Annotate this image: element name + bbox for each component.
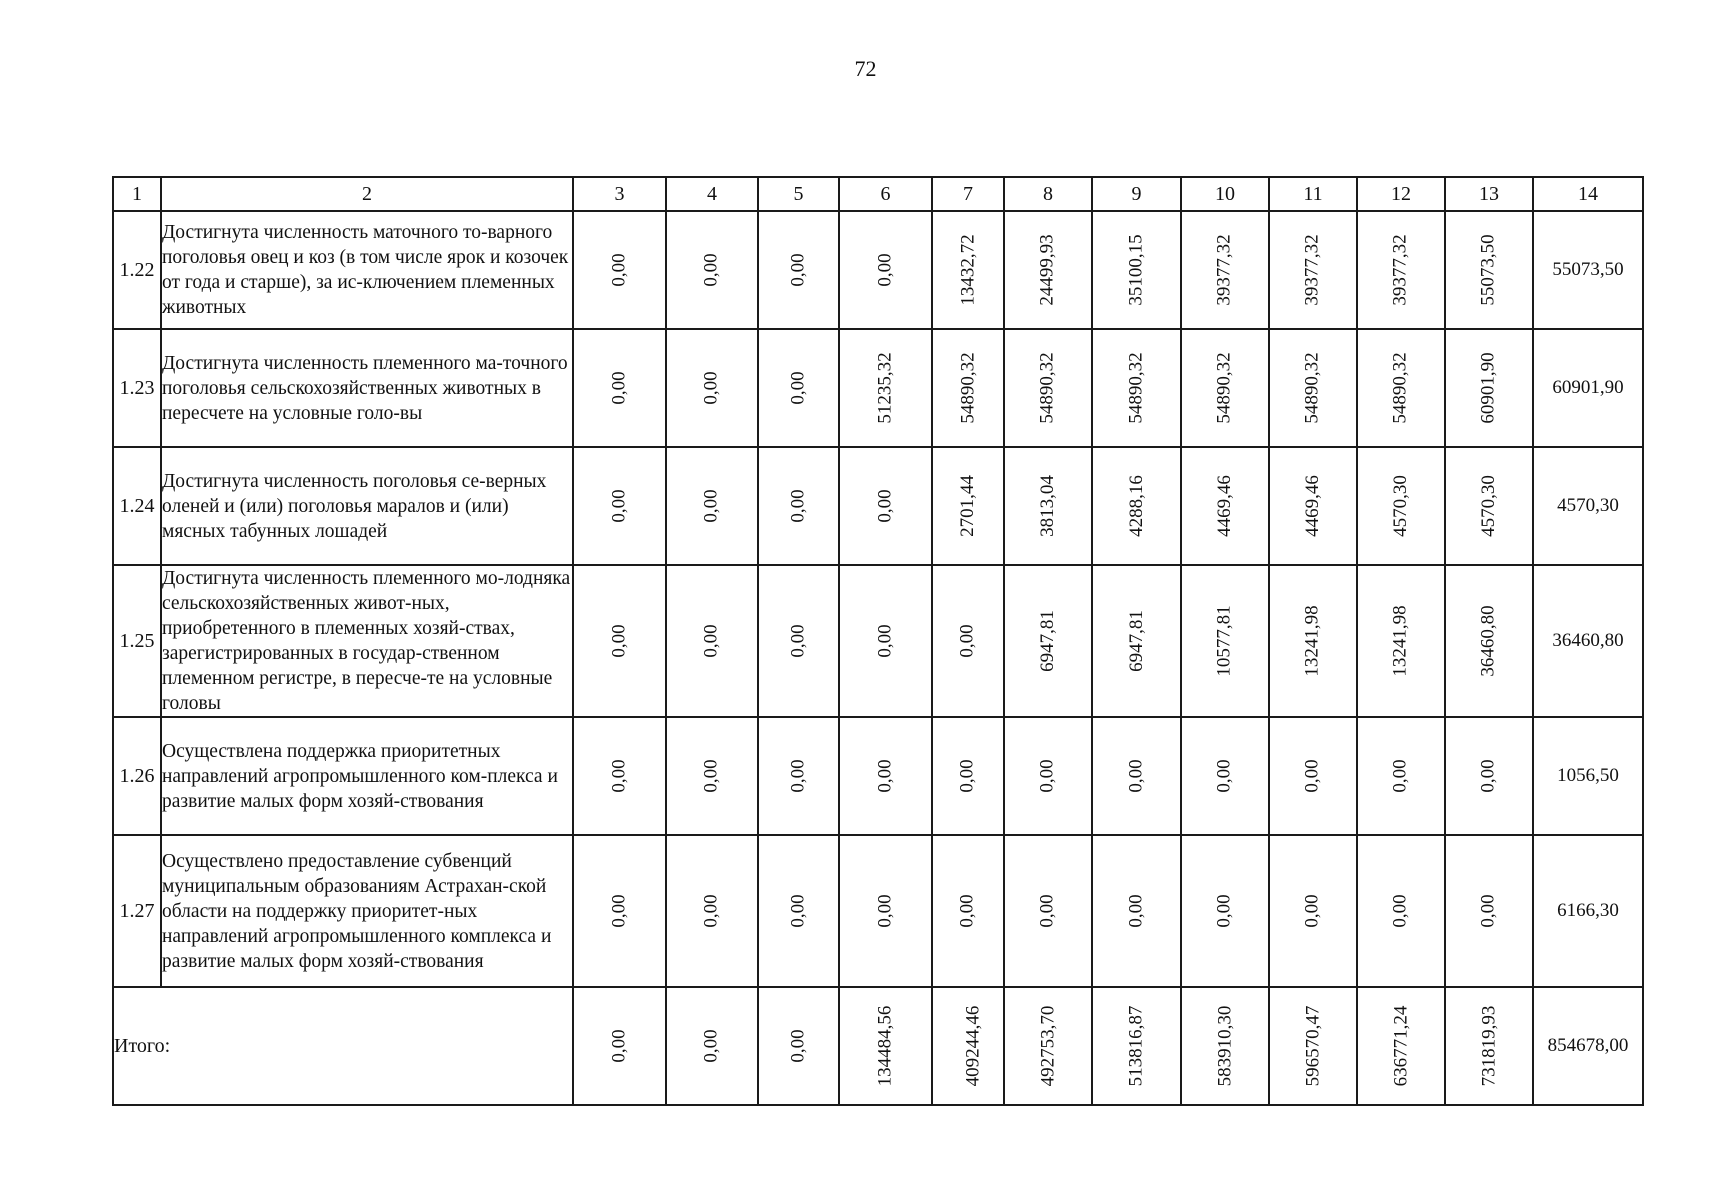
value-cell bbox=[932, 987, 1004, 1105]
value-text: 0,00 bbox=[1125, 759, 1147, 793]
data-table bbox=[112, 176, 1644, 1106]
total-cell: 1056,50 bbox=[1533, 717, 1643, 835]
value-cell bbox=[1181, 329, 1269, 447]
column-header: 13 bbox=[1445, 177, 1533, 211]
value-cell bbox=[1092, 987, 1181, 1105]
column-header: 11 bbox=[1269, 177, 1357, 211]
value-text: 0,00 bbox=[1302, 894, 1323, 928]
value-cell bbox=[758, 717, 839, 835]
value-text: 4469,46 bbox=[1302, 475, 1323, 537]
value-text: 0,00 bbox=[701, 371, 722, 405]
value-cell bbox=[1181, 717, 1269, 835]
value-cell bbox=[932, 329, 1004, 447]
value-cell bbox=[666, 447, 758, 565]
column-header: 2 bbox=[161, 177, 573, 211]
value-cell bbox=[839, 565, 932, 717]
value-text: 54890,32 bbox=[1390, 352, 1411, 424]
value-text: 731819,93 bbox=[1478, 1005, 1499, 1087]
value-cell bbox=[1092, 329, 1181, 447]
value-text: 54890,32 bbox=[1037, 352, 1058, 424]
value-cell bbox=[1181, 987, 1269, 1105]
page-number: 72 bbox=[854, 56, 877, 81]
table-row bbox=[113, 835, 1643, 987]
value-cell bbox=[1181, 565, 1269, 717]
value-cell bbox=[839, 987, 932, 1105]
value-cell bbox=[1445, 211, 1533, 329]
value-text: 0,00 bbox=[701, 894, 722, 928]
value-text: 0,00 bbox=[787, 371, 809, 405]
value-cell bbox=[666, 835, 758, 987]
value-text: 35100,15 bbox=[1125, 234, 1147, 306]
value-text: 0,00 bbox=[608, 371, 630, 405]
value-cell bbox=[839, 717, 932, 835]
value-cell bbox=[573, 329, 666, 447]
value-text: 0,00 bbox=[957, 624, 978, 658]
value-cell bbox=[1445, 835, 1533, 987]
value-cell bbox=[1269, 717, 1357, 835]
value-text: 55073,50 bbox=[1478, 234, 1499, 306]
value-text: 0,00 bbox=[701, 759, 722, 793]
value-text: 13241,98 bbox=[1390, 605, 1411, 677]
value-text: 0,00 bbox=[787, 1029, 809, 1063]
value-cell bbox=[758, 211, 839, 329]
value-cell bbox=[758, 329, 839, 447]
value-text: 6947,81 bbox=[1125, 610, 1147, 672]
totals-row bbox=[113, 987, 1643, 1105]
value-cell bbox=[1004, 447, 1092, 565]
value-text: 0,00 bbox=[874, 624, 896, 658]
value-text: 513816,87 bbox=[1125, 1005, 1147, 1087]
value-text: 0,00 bbox=[874, 253, 896, 287]
value-text: 0,00 bbox=[874, 489, 896, 523]
value-cell bbox=[666, 211, 758, 329]
value-text: 0,00 bbox=[787, 894, 809, 928]
value-cell bbox=[1357, 987, 1445, 1105]
row-description: Осуществлена поддержка приоритетных направлений агропромышленного ком-плекса и развитие малых форм хозяй-ствования bbox=[161, 717, 573, 835]
value-text: 60901,90 bbox=[1478, 352, 1499, 424]
value-text: 0,00 bbox=[1302, 759, 1323, 793]
value-cell bbox=[1269, 329, 1357, 447]
value-text: 492753,70 bbox=[1037, 1005, 1058, 1087]
value-text: 0,00 bbox=[1214, 894, 1235, 928]
value-cell bbox=[932, 717, 1004, 835]
value-text: 0,00 bbox=[608, 1029, 630, 1063]
value-text: 0,00 bbox=[608, 253, 630, 287]
value-text: 4288,16 bbox=[1125, 475, 1147, 537]
value-cell bbox=[1269, 447, 1357, 565]
value-text: 583910,30 bbox=[1214, 1005, 1235, 1087]
column-header: 6 bbox=[839, 177, 932, 211]
row-number: 1.22 bbox=[113, 211, 161, 329]
row-description: Достигнута численность маточного то-варного поголовья овец и коз (в том числе ярок и козочек от года и старше), за ис-ключением племенных животных bbox=[161, 211, 573, 329]
value-text: 13432,72 bbox=[957, 234, 979, 306]
value-text: 4469,46 bbox=[1214, 475, 1235, 537]
row-description: Осуществлено предоставление субвенций муниципальным образованиям Астрахан-ской области на поддержку приоритет-ных направлений агропромышленного комплекса и развитие малых форм хозяй-ствования bbox=[161, 835, 573, 987]
row-description: Достигнута численность племенного ма-точного поголовья сельскохозяйственных животных в пересчете на условные голо-вы bbox=[161, 329, 573, 447]
value-text: 10577,81 bbox=[1214, 605, 1235, 677]
value-cell bbox=[839, 211, 932, 329]
value-cell bbox=[1004, 565, 1092, 717]
value-cell bbox=[1092, 447, 1181, 565]
value-text: 0,00 bbox=[608, 894, 630, 928]
value-text: 0,00 bbox=[701, 1029, 722, 1063]
value-cell bbox=[758, 987, 839, 1105]
value-text: 0,00 bbox=[874, 894, 896, 928]
value-text: 0,00 bbox=[957, 894, 978, 928]
value-text: 0,00 bbox=[787, 624, 809, 658]
column-header: 9 bbox=[1092, 177, 1181, 211]
value-cell bbox=[1357, 447, 1445, 565]
value-text: 54890,32 bbox=[1125, 352, 1147, 424]
value-text: 6947,81 bbox=[1037, 610, 1058, 672]
value-cell bbox=[1269, 987, 1357, 1105]
table-row bbox=[113, 329, 1643, 447]
value-cell bbox=[666, 717, 758, 835]
value-text: 0,00 bbox=[787, 489, 809, 523]
value-cell bbox=[1092, 835, 1181, 987]
value-cell bbox=[1181, 447, 1269, 565]
value-cell bbox=[573, 447, 666, 565]
value-text: 0,00 bbox=[874, 759, 896, 793]
value-cell bbox=[758, 835, 839, 987]
value-cell bbox=[932, 211, 1004, 329]
row-description: Достигнута численность племенного мо-лодняка сельскохозяйственных живот-ных, приобретенного в племенных хозяй-ствах, зарегистрированных в государ-ственном племенном регистре, в пересче-те на условные головы bbox=[161, 565, 573, 717]
value-text: 39377,32 bbox=[1302, 234, 1323, 306]
value-cell bbox=[1092, 717, 1181, 835]
value-text: 636771,24 bbox=[1390, 1005, 1411, 1087]
value-cell bbox=[1004, 987, 1092, 1105]
value-cell bbox=[573, 565, 666, 717]
value-text: 39377,32 bbox=[1390, 234, 1411, 306]
value-text: 2701,44 bbox=[957, 475, 978, 537]
value-cell bbox=[1269, 211, 1357, 329]
value-text: 0,00 bbox=[1390, 759, 1411, 793]
value-cell bbox=[1269, 565, 1357, 717]
value-cell bbox=[932, 565, 1004, 717]
column-number-row bbox=[113, 177, 1643, 211]
column-header: 14 bbox=[1533, 177, 1643, 211]
value-text: 4570,30 bbox=[1390, 475, 1411, 537]
row-number: 1.27 bbox=[113, 835, 161, 987]
value-cell bbox=[666, 329, 758, 447]
column-header: 1 bbox=[113, 177, 161, 211]
value-text: 134484,56 bbox=[874, 1005, 896, 1087]
value-text: 36460,80 bbox=[1478, 605, 1499, 677]
value-text: 596570,47 bbox=[1302, 1005, 1323, 1087]
value-cell bbox=[839, 329, 932, 447]
value-cell bbox=[1357, 717, 1445, 835]
value-cell bbox=[1357, 211, 1445, 329]
value-text: 0,00 bbox=[1390, 894, 1411, 928]
value-text: 51235,32 bbox=[874, 352, 896, 424]
value-cell bbox=[1092, 565, 1181, 717]
total-cell: 60901,90 bbox=[1533, 329, 1643, 447]
column-header: 8 bbox=[1004, 177, 1092, 211]
value-cell bbox=[1092, 211, 1181, 329]
value-text: 0,00 bbox=[1478, 894, 1499, 928]
value-cell bbox=[1004, 329, 1092, 447]
row-description: Достигнута численность поголовья се-верных оленей и (или) поголовья маралов и (или) мясных табунных лошадей bbox=[161, 447, 573, 565]
value-text: 0,00 bbox=[1125, 894, 1147, 928]
value-text: 0,00 bbox=[1037, 894, 1058, 928]
value-cell bbox=[666, 987, 758, 1105]
value-cell bbox=[1004, 835, 1092, 987]
row-number: 1.24 bbox=[113, 447, 161, 565]
value-text: 54890,32 bbox=[957, 352, 979, 424]
total-cell: 4570,30 bbox=[1533, 447, 1643, 565]
grand-total-cell: 854678,00 bbox=[1533, 987, 1643, 1105]
value-text: 0,00 bbox=[787, 253, 809, 287]
column-header: 3 bbox=[573, 177, 666, 211]
value-text: 0,00 bbox=[1214, 759, 1235, 793]
value-cell bbox=[1445, 447, 1533, 565]
value-cell bbox=[932, 447, 1004, 565]
value-text: 13241,98 bbox=[1302, 605, 1323, 677]
column-header: 7 bbox=[932, 177, 1004, 211]
value-cell bbox=[1445, 987, 1533, 1105]
value-text: 4570,30 bbox=[1478, 475, 1499, 537]
value-cell bbox=[1357, 329, 1445, 447]
value-cell bbox=[1004, 211, 1092, 329]
value-cell bbox=[573, 987, 666, 1105]
table-row bbox=[113, 717, 1643, 835]
value-text: 54890,32 bbox=[1302, 352, 1323, 424]
total-cell: 55073,50 bbox=[1533, 211, 1643, 329]
value-text: 0,00 bbox=[608, 489, 630, 523]
value-cell bbox=[573, 835, 666, 987]
value-text: 0,00 bbox=[957, 759, 978, 793]
row-number: 1.25 bbox=[113, 565, 161, 717]
total-cell: 6166,30 bbox=[1533, 835, 1643, 987]
total-cell: 36460,80 bbox=[1533, 565, 1643, 717]
value-cell bbox=[1181, 211, 1269, 329]
value-cell bbox=[1181, 835, 1269, 987]
totals-label: Итого: bbox=[113, 987, 573, 1105]
row-number: 1.26 bbox=[113, 717, 161, 835]
table-row bbox=[113, 447, 1643, 565]
table-row bbox=[113, 565, 1643, 717]
column-header: 10 bbox=[1181, 177, 1269, 211]
value-text: 0,00 bbox=[701, 624, 722, 658]
value-cell bbox=[758, 447, 839, 565]
value-cell bbox=[1445, 565, 1533, 717]
value-text: 54890,32 bbox=[1214, 352, 1235, 424]
value-text: 0,00 bbox=[608, 759, 630, 793]
value-text: 0,00 bbox=[608, 624, 630, 658]
value-cell bbox=[573, 717, 666, 835]
value-cell bbox=[758, 565, 839, 717]
column-header: 4 bbox=[666, 177, 758, 211]
value-cell bbox=[1445, 329, 1533, 447]
value-cell bbox=[839, 835, 932, 987]
value-text: 0,00 bbox=[701, 489, 722, 523]
value-cell bbox=[1357, 835, 1445, 987]
value-text: 0,00 bbox=[1037, 759, 1058, 793]
value-cell bbox=[1357, 565, 1445, 717]
value-cell bbox=[932, 835, 1004, 987]
value-text: 0,00 bbox=[787, 759, 809, 793]
value-text: 3813,04 bbox=[1037, 475, 1058, 537]
column-header: 12 bbox=[1357, 177, 1445, 211]
value-cell bbox=[839, 447, 932, 565]
value-text: 409244,46 bbox=[962, 1005, 984, 1087]
value-text: 39377,32 bbox=[1214, 234, 1235, 306]
value-cell bbox=[1445, 717, 1533, 835]
value-text: 24499,93 bbox=[1037, 234, 1058, 306]
value-text: 0,00 bbox=[1478, 759, 1499, 793]
value-text: 0,00 bbox=[701, 253, 722, 287]
table-row bbox=[113, 211, 1643, 329]
value-cell bbox=[1004, 717, 1092, 835]
value-cell bbox=[573, 211, 666, 329]
value-cell bbox=[666, 565, 758, 717]
row-number: 1.23 bbox=[113, 329, 161, 447]
column-header: 5 bbox=[758, 177, 839, 211]
value-cell bbox=[1269, 835, 1357, 987]
